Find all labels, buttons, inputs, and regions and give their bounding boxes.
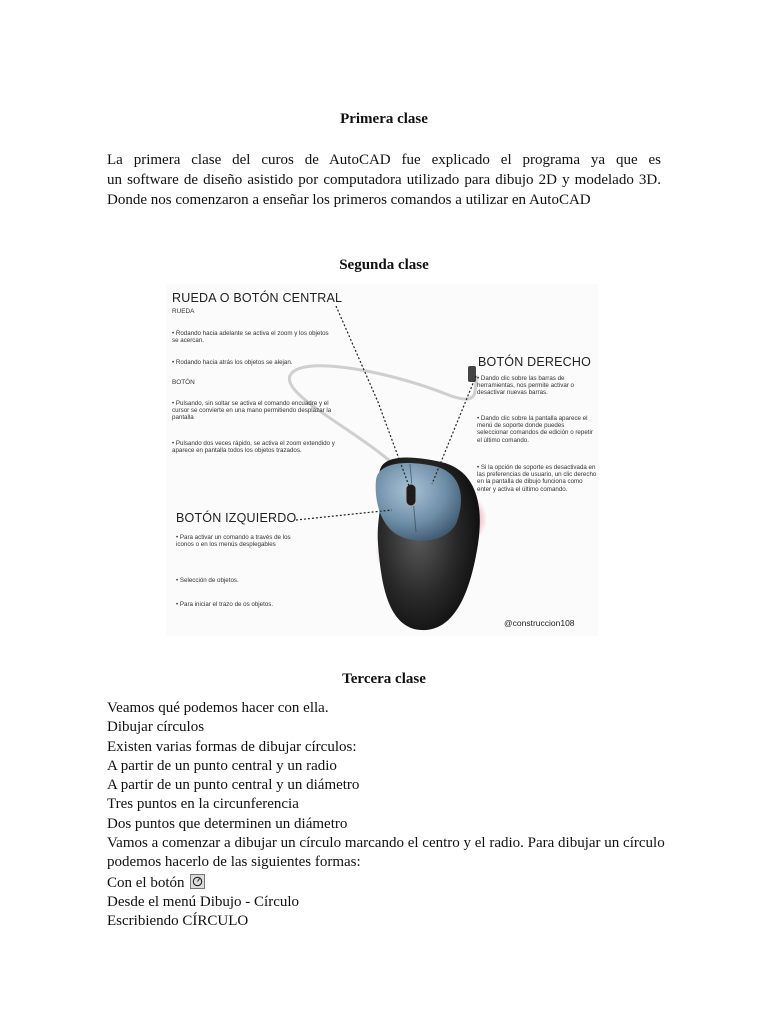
heading-segunda-clase: Segunda clase — [339, 257, 429, 273]
text-line: podemos hacerlo de las siguientes formas: — [107, 854, 361, 870]
rueda-item: • Rodando hacia atrás los objetos se alejan. — [172, 359, 293, 366]
right-item: • Dando clic sobre la pantalla aparece el menú de soporte donde puedes seleccionar comandos de edición o repetir el último comando. — [477, 415, 593, 444]
text-line: Existen varias formas de dibujar círculos: — [107, 739, 357, 755]
boton-item: • Pulsando dos veces rápido, se activa el zoom extendido y aparece en pantalla todos los objetos trazados. — [172, 440, 335, 455]
text-line-label: Con el botón — [107, 875, 185, 891]
heading-primera-clase: Primera clase — [340, 111, 428, 127]
paragraph-line: Donde nos comenzaron a enseñar los primeros comandos a utilizar en AutoCAD — [107, 192, 591, 208]
label-rueda: RUEDA — [172, 308, 195, 315]
usb-plug — [468, 366, 476, 382]
text-line: Vamos a comenzar a dibujar un círculo marcando el centro y el radio. Para dibujar un círculo — [107, 835, 665, 851]
label-central-title: RUEDA O BOTÓN CENTRAL — [172, 291, 343, 305]
right-item: • Si la opción de soporte es desactivada en las preferencias de usuario, un clic derecho en la pantalla de dibujo funciona como enter y activa el último comando. — [477, 464, 597, 493]
text-line: Escribiendo CÍRCULO — [107, 913, 249, 929]
left-item: • Selección de objetos. — [176, 577, 239, 584]
text-line: Tres puntos en la circunferencia — [107, 796, 299, 812]
rueda-item: • Rodando hacia adelante se activa el zoom y los objetos se acercan. — [172, 330, 329, 345]
boton-item: • Pulsando, sin soltar se activa el comando encuadre y el cursor se convierte en una mano permitiendo desplazar la pantalla — [172, 400, 332, 422]
image-credit: @construccion108 — [504, 618, 575, 628]
text-line-with-button — [107, 874, 205, 892]
left-item: • Para activar un comando a través de los iconos o en los menús desplegables — [176, 534, 291, 549]
text-line: Veamos qué podemos hacer con ella. — [107, 700, 329, 716]
label-right-title: BOTÓN DERECHO — [478, 355, 592, 369]
paragraph-line: La primera clase del curos de AutoCAD fue explicado el programa ya que es — [107, 152, 661, 168]
right-item: • Dando clic sobre las barras de herramientas, nos permite activar o desactivar nuevas barras. — [477, 375, 574, 397]
label-left-title: BOTÓN IZQUIERDO — [176, 511, 297, 525]
paragraph-line: un software de diseño asistido por computadora utilizado para dibujo 2D y modelado 3D. — [107, 172, 661, 188]
heading-tercera-clase: Tercera clase — [342, 671, 426, 687]
circle-tool-icon — [190, 874, 205, 889]
text-line: A partir de un punto central y un diámetro — [107, 777, 360, 793]
text-line: Dos puntos que determinen un diámetro — [107, 816, 348, 832]
pointer-left — [296, 510, 392, 520]
mouse-figure — [166, 284, 598, 636]
text-line: Desde el menú Dibujo - Círculo — [107, 894, 300, 910]
scroll-wheel — [406, 484, 416, 506]
text-line: Dibujar círculos — [107, 719, 205, 735]
left-item: • Para iniciar el trazo de os objetos. — [176, 601, 274, 608]
text-line: A partir de un punto central y un radio — [107, 758, 337, 774]
label-boton: BOTÓN — [172, 379, 195, 386]
paragraph-intro — [107, 150, 661, 210]
